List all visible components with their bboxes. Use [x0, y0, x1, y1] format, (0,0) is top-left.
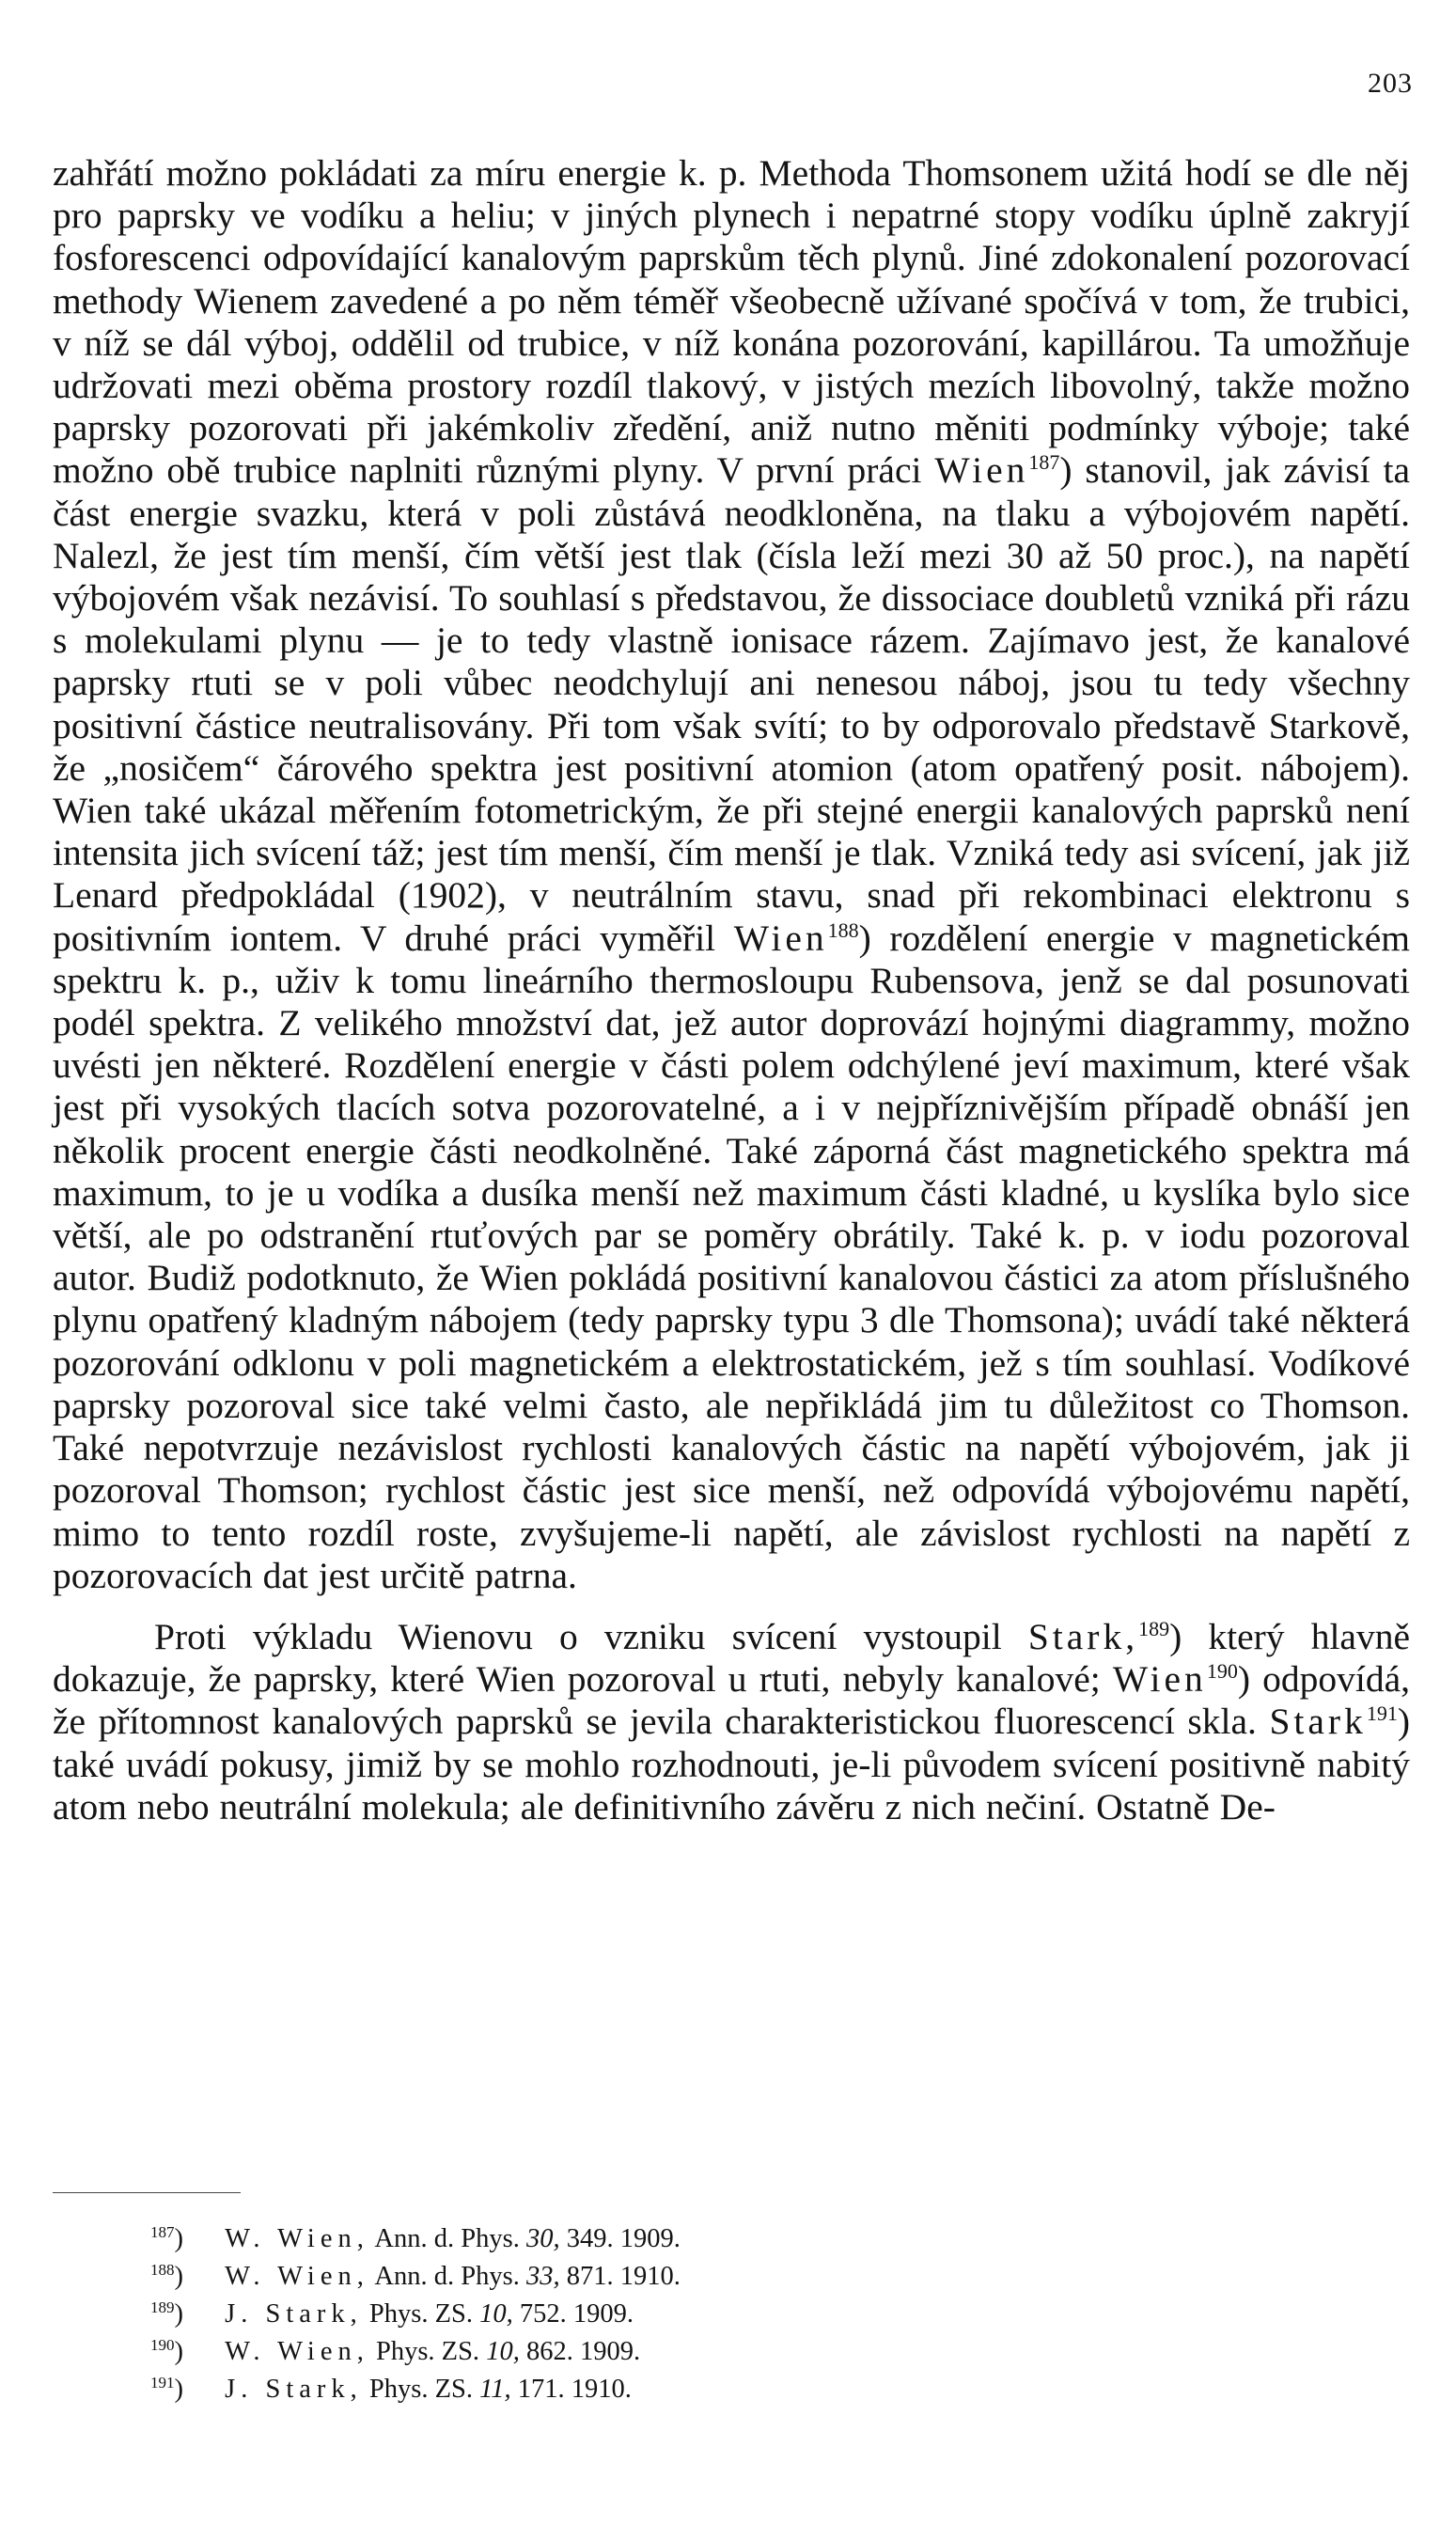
footnote-author: W. Wien,	[225, 2337, 369, 2366]
text-run: ) odpovídá, že přítomnost kanalových paprsků se jevila charakteristickou fluorescencí skla.	[53, 1658, 1410, 1743]
footnote-volume: 30,	[525, 2224, 560, 2253]
footnote-author: W. Wien,	[225, 2262, 369, 2291]
footnote-volume: 10,	[486, 2337, 520, 2366]
footnote-pages-year: 171. 1910.	[517, 2375, 632, 2404]
footnote-reference: 190	[1206, 1659, 1238, 1684]
footnote-volume: 10,	[479, 2299, 513, 2329]
footnote-volume: 11,	[479, 2375, 511, 2404]
footnotes	[150, 2220, 681, 2408]
text-run: ) rozdělení energie v magnetickém spektru k. p., uživ k tomu lineárního thermosloupu Rubensova, jenž se dal posunovati podél spektra. Z velikého množství dat, jež autor doprovází hojnými diagrammy, možno uvésti jen některé. Rozdělení energie v části polem odchýlené jeví maximum, které však jest při vysokých tlacích sotva pozorovatelné, a i v nejpříznivějším případě obnáší jen několik procent energie části neodkolněné. Také záporná část magnetického spektra má maximum, to je u vodíka a dusíka menší než maximum části kladné, u kyslíka bylo sice větší, ale po odstranění rtuťových par se poměry obrátily. Také k. p. v iodu pozoroval autor. Budiž podotknuto, že Wien pokládá positivní kanalovou částici za atom příslušného plynu opatřený kladným nábojem (tedy paprsky typu 3 dle Thomsona); uvádí také některá pozorování odklonu v poli magnetickém a elektrostatickém, jež s tím souhlasí. Vodíkové paprsky pozoroval sice také velmi často, ale nepřikládá jim tu důležitost co Thomson. Také nepotvrzuje nezávislost rychlosti kanalových částic na napětí výbojovém, jak ji pozoroval Thomson; rychlost částic jest sice menší, než odpovídá výbojovému napětí, mimo to tento rozdíl roste, zvyšujeme-li napětí, ale závislost rychlosti na napětí z pozorovacích dat jest určitě patrna.	[53, 917, 1410, 1596]
author-name: Wien	[934, 449, 1029, 492]
footnote-number: $^{187}$)	[150, 2223, 183, 2253]
footnote-journal: Phys. ZS.	[368, 2299, 473, 2329]
footnote-number: $^{188}$)	[150, 2261, 183, 2291]
footnote-pages-year: 871. 1910.	[566, 2262, 681, 2291]
footnote-volume: 33,	[525, 2262, 560, 2291]
author-name: Wien	[1112, 1658, 1207, 1701]
footnote-number: $^{191}$)	[150, 2374, 183, 2404]
footnote-reference: 188	[827, 917, 859, 942]
footnote-author: W. Wien,	[225, 2224, 369, 2253]
footnote	[150, 2220, 681, 2258]
paragraph-1	[53, 152, 1410, 1597]
footnote-author: J. Stark,	[225, 2375, 363, 2404]
footnote-journal: Phys. ZS.	[368, 2375, 473, 2404]
text-run: zahřátí možno pokládati za míru energie k. p. Methoda Thomsonem užitá hodí se dle něj pro paprsky ve vodíku a heliu; v jiných plynech i nepatrné stopy vodíku úplně zakryjí fosforescenci odpovídající kanalovým paprskům těch plynů. Jiné zdokonalení pozorovací methody Wienem zavedené a po něm téměř všeobecně užívané spočívá v tom, že trubici, v níž se dál výboj, oddělil od trubice, v níž konána pozorování, kapillárou. Ta umožňuje udržovati mezi oběma prostory rozdíl tlakový, v jistých mezích libovolný, takže možno paprsky pozorovati při jakémkoliv zředění, aniž nutno měniti podmínky výboje; také možno obě trubice naplniti různými plyny. V první práci	[53, 152, 1410, 492]
text-run: Proti výkladu Wienovu o vzniku svícení vystoupil	[154, 1615, 1028, 1657]
footnote-reference: 189	[1138, 1616, 1170, 1640]
footnote-pages-year: 862. 1909.	[525, 2337, 641, 2366]
footnote-pages-year: 752. 1909.	[519, 2299, 634, 2329]
footnote-number: $^{190}$)	[150, 2336, 183, 2366]
text-run: ) stanovil, jak závisí ta část energie svazku, která v poli zůstává neodkloněna, na tlaku a výbojovém napětí. Nalezl, že jest tím menší, čím větší jest tlak (čísla leží mezi 30 až 50 proc.), na napětí výbojovém však nezávisí. To souhlasí s představou, že dissociace doubletů vzniká při rázu s molekulami plynu — je to tedy vlastně ionisace rázem. Zajímavo jest, že kanalové paprsky rtuti se v poli vůbec neodchylují ani nenesou náboj, jsou tu tedy všechny positivní částice neutralisovány. Při tom však svítí; to by odporovalo představě Starkově, že „nosičem“ čárového spektra jest positivní atomion (atom opatřený posit. nábojem). Wien také ukázal měřením fotometrickým, že při stejné energii kanalových paprsků není intensita jich svícení táž; jest tím menší, čím menší je tlak. Vzniká tedy asi svícení, jak již Lenard předpokládal (1902), v neutrálním stavu, snad při rekombinaci elektronu s positivním iontem. V druhé práci vyměřil	[53, 449, 1410, 959]
body-text	[53, 152, 1410, 1828]
footnote-reference: 191	[1366, 1702, 1398, 1726]
footnote-journal: Phys. ZS.	[375, 2337, 480, 2366]
footnote-journal: Ann. d. Phys.	[374, 2262, 520, 2291]
author-name: Stark	[1269, 1701, 1367, 1743]
author-name: Wien	[733, 917, 828, 959]
footnote	[150, 2258, 681, 2296]
footnote-author: J. Stark,	[225, 2299, 363, 2329]
footnote	[150, 2296, 681, 2333]
paragraph-2	[53, 1616, 1410, 1828]
footnote-journal: Ann. d. Phys.	[374, 2224, 520, 2253]
author-name: Stark,	[1027, 1615, 1139, 1657]
footnote-separator	[53, 2192, 241, 2193]
text-run: ) také uvádí pokusy, jimiž by se mohlo rozhodnouti, je-li původem svícení positivně nabitý atom nebo neutrální molekula; ale definitivního závěru z nich nečiní. Ostatně De-	[53, 1701, 1410, 1827]
footnote-reference: 187	[1028, 450, 1060, 475]
text-run: ) který hlavně dokazuje, že paprsky, které Wien pozoroval u rtuti, nebyly kanalové;	[53, 1615, 1410, 1701]
footnote	[150, 2333, 681, 2371]
footnote	[150, 2371, 681, 2408]
footnote-pages-year: 349. 1909.	[566, 2224, 681, 2253]
footnote-number: $^{189}$)	[150, 2298, 183, 2329]
page-number: 203	[1368, 68, 1413, 99]
